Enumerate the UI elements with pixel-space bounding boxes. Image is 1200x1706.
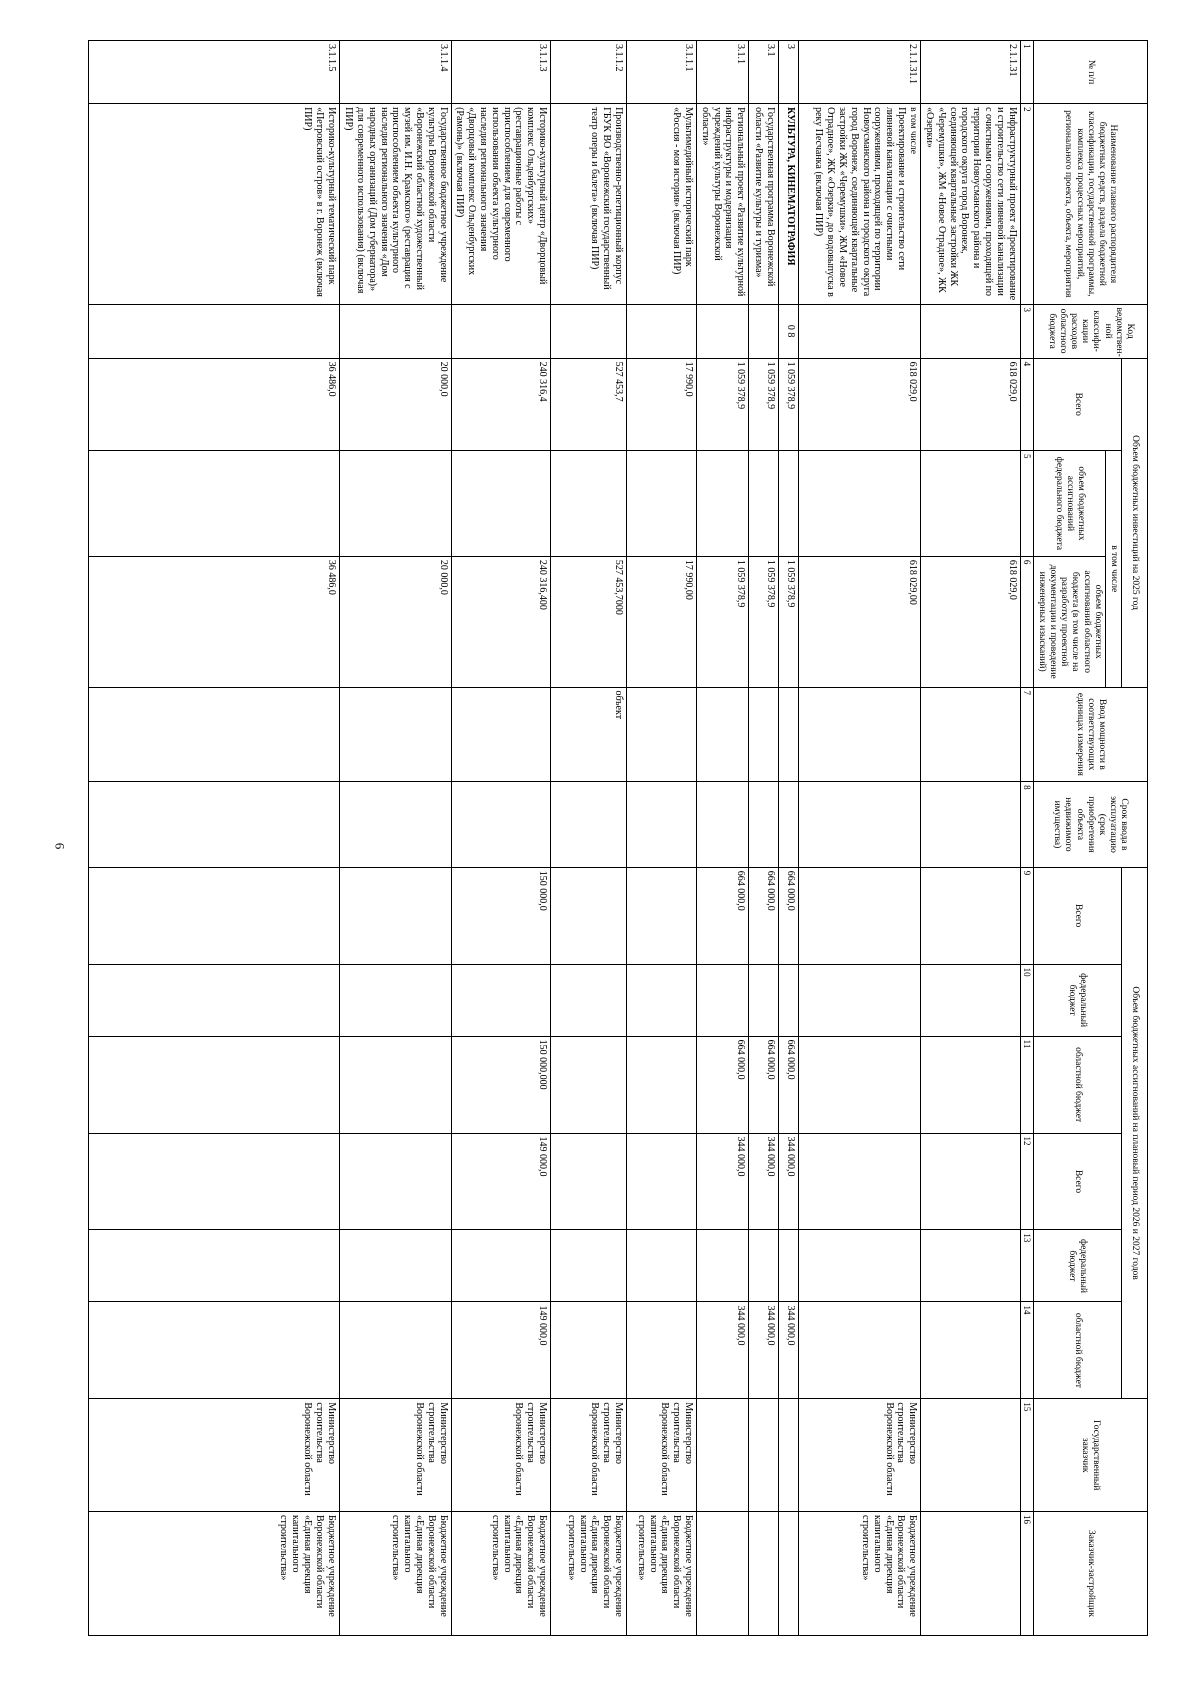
- col-index: 6: [1020, 556, 1033, 687]
- cell-reg-2026: 664 000,0: [697, 1036, 749, 1133]
- header-reg-2026: областной бюджет: [1033, 1036, 1121, 1133]
- page-number: 6: [52, 842, 68, 850]
- cell-num: 3: [779, 41, 799, 104]
- cell-reg-2026: 150 000,000: [451, 1036, 550, 1133]
- cell-fed-2026: [749, 964, 779, 1036]
- cell-reg-2027: 344 000,0: [749, 1302, 779, 1399]
- cell-num: 3.1.1.4: [339, 41, 451, 104]
- cell-term: [779, 782, 799, 868]
- cell-code: 0 8: [779, 304, 799, 358]
- cell-total-2025: 36 486,0: [89, 358, 340, 450]
- cell-customer: Министерство строительства Воронежской области: [451, 1399, 550, 1512]
- cell-name: Государственное бюджетное учреждение культуры Воронежской области «Воронежский областной художественный музей им. И.Н. Крамского» (реставрация с приспособлением объекта культурного наследия регионального значения «Дом народных организаций (Дом губернатора)» для современного использования) (включая ПИР): [339, 104, 451, 304]
- cell-code: [551, 304, 627, 358]
- cell-capacity: [339, 687, 451, 782]
- cell-reg-2025: 36 486,0: [89, 556, 340, 687]
- cell-term: [799, 782, 921, 868]
- cell-customer: Министерство строительства Воронежской области: [339, 1399, 451, 1512]
- cell-fed-2025: [339, 450, 451, 556]
- table-row: [451, 41, 550, 1636]
- cell-fed-2027: [697, 1230, 749, 1302]
- cell-reg-2025: 1 059 378,9: [697, 556, 749, 687]
- col-index: 14: [1020, 1302, 1033, 1399]
- cell-developer: [697, 1512, 749, 1636]
- header-total-2026: Всего: [1033, 867, 1121, 964]
- cell-name: Историко-культурный центр «Дворцовый комплекс Ольденбургских» (реставрационные работы с приспособлением для современного использования объекта культурного наследия регионального значения «Дворцовый комплекс Ольденбургских (Рамонь)» (включая ПИР): [451, 104, 550, 304]
- header-term: Срок ввода в эксплуатацию (срок приобретения объекта недвижимого имущества): [1033, 782, 1147, 868]
- cell-fed-2026: [89, 964, 340, 1036]
- cell-fed-2027: [551, 1230, 627, 1302]
- cell-num: 3.1.1.5: [89, 41, 340, 104]
- table-row: [551, 41, 627, 1636]
- cell-fed-2026: [799, 964, 921, 1036]
- cell-name: [799, 104, 921, 304]
- cell-total-2025: 240 316,4: [451, 358, 550, 450]
- cell-developer: Бюджетное учреждение Воронежской области «Единая дирекция капитального строительства»: [339, 1512, 451, 1636]
- cell-total-2027: [89, 1133, 340, 1230]
- cell-developer: Бюджетное учреждение Воронежской области «Единая дирекция капитального строительства»: [451, 1512, 550, 1636]
- table-row: [627, 41, 697, 1636]
- cell-reg-2027: [551, 1302, 627, 1399]
- cell-reg-2027: [799, 1302, 921, 1399]
- header-incl: в том числе: [1105, 450, 1121, 687]
- cell-name: Историко-культурный тематический парк «Петровский остров» в г. Воронеж (включая ПИР): [89, 104, 340, 304]
- cell-reg-2025: 20 000,0: [339, 556, 451, 687]
- cell-term: [749, 782, 779, 868]
- cell-total-2025: 527 453,7: [551, 358, 627, 450]
- header-group-plan: Объем бюджетных ассигнований на плановый период 2026 и 2027 годов: [1122, 867, 1148, 1399]
- cell-developer: [921, 1512, 1020, 1636]
- cell-customer: Министерство строительства Воронежской области: [627, 1399, 697, 1512]
- cell-fed-2025: [89, 450, 340, 556]
- col-index: 2: [1020, 104, 1033, 304]
- cell-name: Мультимедийный исторический парк «Россия - моя история» (включая ПИР): [627, 104, 697, 304]
- cell-code: [89, 304, 340, 358]
- cell-num: 3.1.1.2: [551, 41, 627, 104]
- header-code: Код ведомствен-ной классифи-кации расходов областного бюджета: [1033, 304, 1147, 358]
- cell-total-2027: 344 000,0: [749, 1133, 779, 1230]
- cell-term: [339, 782, 451, 868]
- col-index: 10: [1020, 964, 1033, 1036]
- cell-total-2026: [89, 867, 340, 964]
- cell-reg-2026: [799, 1036, 921, 1133]
- cell-term: [551, 782, 627, 868]
- cell-fed-2027: [921, 1230, 1020, 1302]
- cell-reg-2027: 344 000,0: [779, 1302, 799, 1399]
- cell-num: 2.1.1.31: [921, 41, 1020, 104]
- cell-capacity: [779, 687, 799, 782]
- cell-num: 3.1.1: [697, 41, 749, 104]
- cell-reg-2027: [921, 1302, 1020, 1399]
- cell-capacity: [451, 687, 550, 782]
- cell-fed-2025: [627, 450, 697, 556]
- cell-reg-2026: [627, 1036, 697, 1133]
- cell-fed-2026: [627, 964, 697, 1036]
- cell-capacity: объект: [551, 687, 627, 782]
- cell-fed-2026: [779, 964, 799, 1036]
- cell-fed-2025: [551, 450, 627, 556]
- table-body: [89, 41, 1021, 1636]
- cell-customer: Министерство строительства Воронежской области: [89, 1399, 340, 1512]
- col-index: 5: [1020, 450, 1033, 556]
- header-group-2025: Объем бюджетных инвестиций на 2025 год: [1122, 358, 1148, 687]
- cell-code: [749, 304, 779, 358]
- cell-code: [799, 304, 921, 358]
- header-total-2027: Всего: [1033, 1133, 1121, 1230]
- cell-term: [451, 782, 550, 868]
- cell-developer: [749, 1512, 779, 1636]
- cell-num: 3.1: [749, 41, 779, 104]
- col-index: 9: [1020, 867, 1033, 964]
- cell-reg-2025: 618 029,0: [921, 556, 1020, 687]
- cell-total-2027: [627, 1133, 697, 1230]
- cell-name: Инфраструктурный проект «Проектирование и строительство сети ливневой канализации с очистными сооружениями, проходящей по территории Новоусманского района и городского округа город Воронеж, соединяющей квартальные застройки ЖК «Черемушки», ЖМ «Новое Отрадное», ЖК «Озерки»: [921, 104, 1020, 304]
- table-row: [697, 41, 749, 1636]
- cell-fed-2026: [921, 964, 1020, 1036]
- col-index: 7: [1020, 687, 1033, 782]
- col-index: 15: [1020, 1399, 1033, 1512]
- col-index: 4: [1020, 358, 1033, 450]
- cell-total-2027: 149 000,0: [451, 1133, 550, 1230]
- col-index: 12: [1020, 1133, 1033, 1230]
- cell-customer: [779, 1399, 799, 1512]
- cell-code: [451, 304, 550, 358]
- cell-term: [921, 782, 1020, 868]
- header-customer: Государственный заказчик: [1033, 1399, 1147, 1512]
- cell-total-2026: [921, 867, 1020, 964]
- cell-total-2025: 20 000,0: [339, 358, 451, 450]
- cell-total-2025: 1 059 378,9: [779, 358, 799, 450]
- cell-capacity: [799, 687, 921, 782]
- col-index: 13: [1020, 1230, 1033, 1302]
- column-index-row: [1020, 41, 1033, 1636]
- cell-total-2026: [799, 867, 921, 964]
- cell-reg-2026: [921, 1036, 1020, 1133]
- cell-total-2026: 664 000,0: [697, 867, 749, 964]
- cell-total-2027: [339, 1133, 451, 1230]
- cell-reg-2026: [551, 1036, 627, 1133]
- cell-developer: Бюджетное учреждение Воронежской области «Единая дирекция капитального строительства»: [799, 1512, 921, 1636]
- cell-note: в том числе: [908, 107, 919, 154]
- cell-reg-2025: 618 029,00: [799, 556, 921, 687]
- cell-name-text: Проектирование и строительство сети ливневой канализации с очистными сооружениями, проходящей по территории Новоусманского района и городского округа город Воронеж, соединяющей квартальные застройки ЖК «Черемушки», ЖМ «Новое Отрадное», ЖК «Озерки», до водовыпуска в реку Песчанка (включая ПИР): [813, 107, 907, 297]
- col-index: 16: [1020, 1512, 1033, 1636]
- cell-reg-2027: 149 000,0: [451, 1302, 550, 1399]
- cell-capacity: [627, 687, 697, 782]
- cell-reg-2026: 664 000,0: [779, 1036, 799, 1133]
- cell-code: [921, 304, 1020, 358]
- cell-total-2027: 344 000,0: [779, 1133, 799, 1230]
- col-index: 11: [1020, 1036, 1033, 1133]
- header-fed-2027: федеральный бюджет: [1033, 1230, 1121, 1302]
- cell-code: [697, 304, 749, 358]
- cell-name: Производственно-репетиционный корпус ГБУК ВО «Воронежский государственный театр оперы и балета» (включая ПИР): [551, 104, 627, 304]
- cell-reg-2025: 1 059 378,9: [779, 556, 799, 687]
- cell-total-2025: 618 029,0: [799, 358, 921, 450]
- cell-reg-2026: [89, 1036, 340, 1133]
- cell-customer: [697, 1399, 749, 1512]
- cell-total-2026: 664 000,0: [749, 867, 779, 964]
- table-row: [799, 41, 921, 1636]
- table-row: [779, 41, 799, 1636]
- cell-total-2027: [921, 1133, 1020, 1230]
- cell-developer: Бюджетное учреждение Воронежской области «Единая дирекция капитального строительства»: [551, 1512, 627, 1636]
- cell-reg-2026: 664 000,0: [749, 1036, 779, 1133]
- col-index: 3: [1020, 304, 1033, 358]
- cell-customer: [921, 1399, 1020, 1512]
- cell-total-2027: [799, 1133, 921, 1230]
- cell-developer: Бюджетное учреждение Воронежской области «Единая дирекция капитального строительства»: [627, 1512, 697, 1636]
- col-index: 1: [1020, 41, 1033, 104]
- header-fed-2025: объем бюджетных ассигнований федерального бюджета: [1033, 450, 1105, 556]
- cell-capacity: [921, 687, 1020, 782]
- header-fed-2026: федеральный бюджет: [1033, 964, 1121, 1036]
- cell-total-2025: 17 990,0: [627, 358, 697, 450]
- cell-fed-2026: [551, 964, 627, 1036]
- cell-customer: Министерство строительства Воронежской области: [551, 1399, 627, 1512]
- cell-fed-2027: [339, 1230, 451, 1302]
- cell-reg-2027: 344 000,0: [697, 1302, 749, 1399]
- cell-developer: Бюджетное учреждение Воронежской области «Единая дирекция капитального строительства»: [89, 1512, 340, 1636]
- cell-reg-2026: [339, 1036, 451, 1133]
- cell-total-2025: 1 059 378,9: [749, 358, 779, 450]
- cell-fed-2025: [697, 450, 749, 556]
- cell-name: Государственная программа Воронежской области «Развитие культуры и туризма»: [749, 104, 779, 304]
- cell-reg-2025: 240 316,400: [451, 556, 550, 687]
- cell-num: 2.1.1.31.1: [799, 41, 921, 104]
- cell-total-2026: 664 000,0: [779, 867, 799, 964]
- cell-total-2025: 618 029,0: [921, 358, 1020, 450]
- cell-fed-2025: [749, 450, 779, 556]
- cell-fed-2027: [627, 1230, 697, 1302]
- cell-term: [697, 782, 749, 868]
- cell-total-2027: 344 000,0: [697, 1133, 749, 1230]
- cell-term: [89, 782, 340, 868]
- cell-developer: [779, 1512, 799, 1636]
- cell-name: КУЛЬТУРА, КИНЕМАТОГРАФИЯ: [779, 104, 799, 304]
- cell-total-2026: 150 000,0: [451, 867, 550, 964]
- investment-table: [88, 40, 1148, 1636]
- cell-total-2026: [339, 867, 451, 964]
- table-row: [89, 41, 340, 1636]
- document-sheet: [88, 40, 1148, 1636]
- cell-customer: [749, 1399, 779, 1512]
- cell-total-2027: [551, 1133, 627, 1230]
- cell-total-2026: [551, 867, 627, 964]
- cell-fed-2027: [451, 1230, 550, 1302]
- cell-fed-2027: [799, 1230, 921, 1302]
- header-total-2025: Всего: [1033, 358, 1121, 450]
- cell-fed-2025: [779, 450, 799, 556]
- cell-fed-2027: [779, 1230, 799, 1302]
- cell-code: [339, 304, 451, 358]
- header-capacity: Ввод мощности в соответствующих единицах измерения: [1033, 687, 1147, 782]
- cell-fed-2026: [697, 964, 749, 1036]
- header-reg-2025: объем бюджетных ассигнований областного бюджета (в том числе на разработку проектной документации и проведение инженерных изысканий): [1033, 556, 1105, 687]
- cell-reg-2025: 527 453,7000: [551, 556, 627, 687]
- cell-reg-2027: [627, 1302, 697, 1399]
- cell-customer: Министерство строительства Воронежской области: [799, 1399, 921, 1512]
- cell-total-2026: [627, 867, 697, 964]
- cell-code: [627, 304, 697, 358]
- cell-capacity: [749, 687, 779, 782]
- table-row: [921, 41, 1020, 1636]
- col-index: 8: [1020, 782, 1033, 868]
- cell-reg-2027: [339, 1302, 451, 1399]
- cell-term: [627, 782, 697, 868]
- cell-fed-2027: [89, 1230, 340, 1302]
- cell-num: 3.1.1.1: [627, 41, 697, 104]
- cell-reg-2027: [89, 1302, 340, 1399]
- header-num: № п/п: [1033, 41, 1147, 104]
- cell-capacity: [697, 687, 749, 782]
- header-developer: Заказчик-застройщик: [1033, 1512, 1147, 1636]
- rotated-table-wrapper: [88, 40, 1148, 1636]
- cell-total-2025: 1 059 378,9: [697, 358, 749, 450]
- cell-reg-2025: 1 059 378,9: [749, 556, 779, 687]
- cell-reg-2025: 17 990,00: [627, 556, 697, 687]
- header-name: Наименование главного распорядителя бюджетных средств, раздела бюджетной классификации, государственной программы, комплекса процессных мероприятий, регионального проекта, объекта, мероприятия: [1033, 104, 1147, 304]
- header-reg-2027: областной бюджет: [1033, 1302, 1121, 1399]
- cell-fed-2025: [921, 450, 1020, 556]
- cell-fed-2026: [451, 964, 550, 1036]
- table-row: [339, 41, 451, 1636]
- cell-fed-2026: [339, 964, 451, 1036]
- cell-fed-2027: [749, 1230, 779, 1302]
- cell-fed-2025: [451, 450, 550, 556]
- cell-fed-2025: [799, 450, 921, 556]
- cell-capacity: [89, 687, 340, 782]
- cell-name: Региональный проект «Развитие культурной инфраструктуры и модернизация учреждений культуры Воронежской области»: [697, 104, 749, 304]
- cell-num: 3.1.1.3: [451, 41, 550, 104]
- table-row: [749, 41, 779, 1636]
